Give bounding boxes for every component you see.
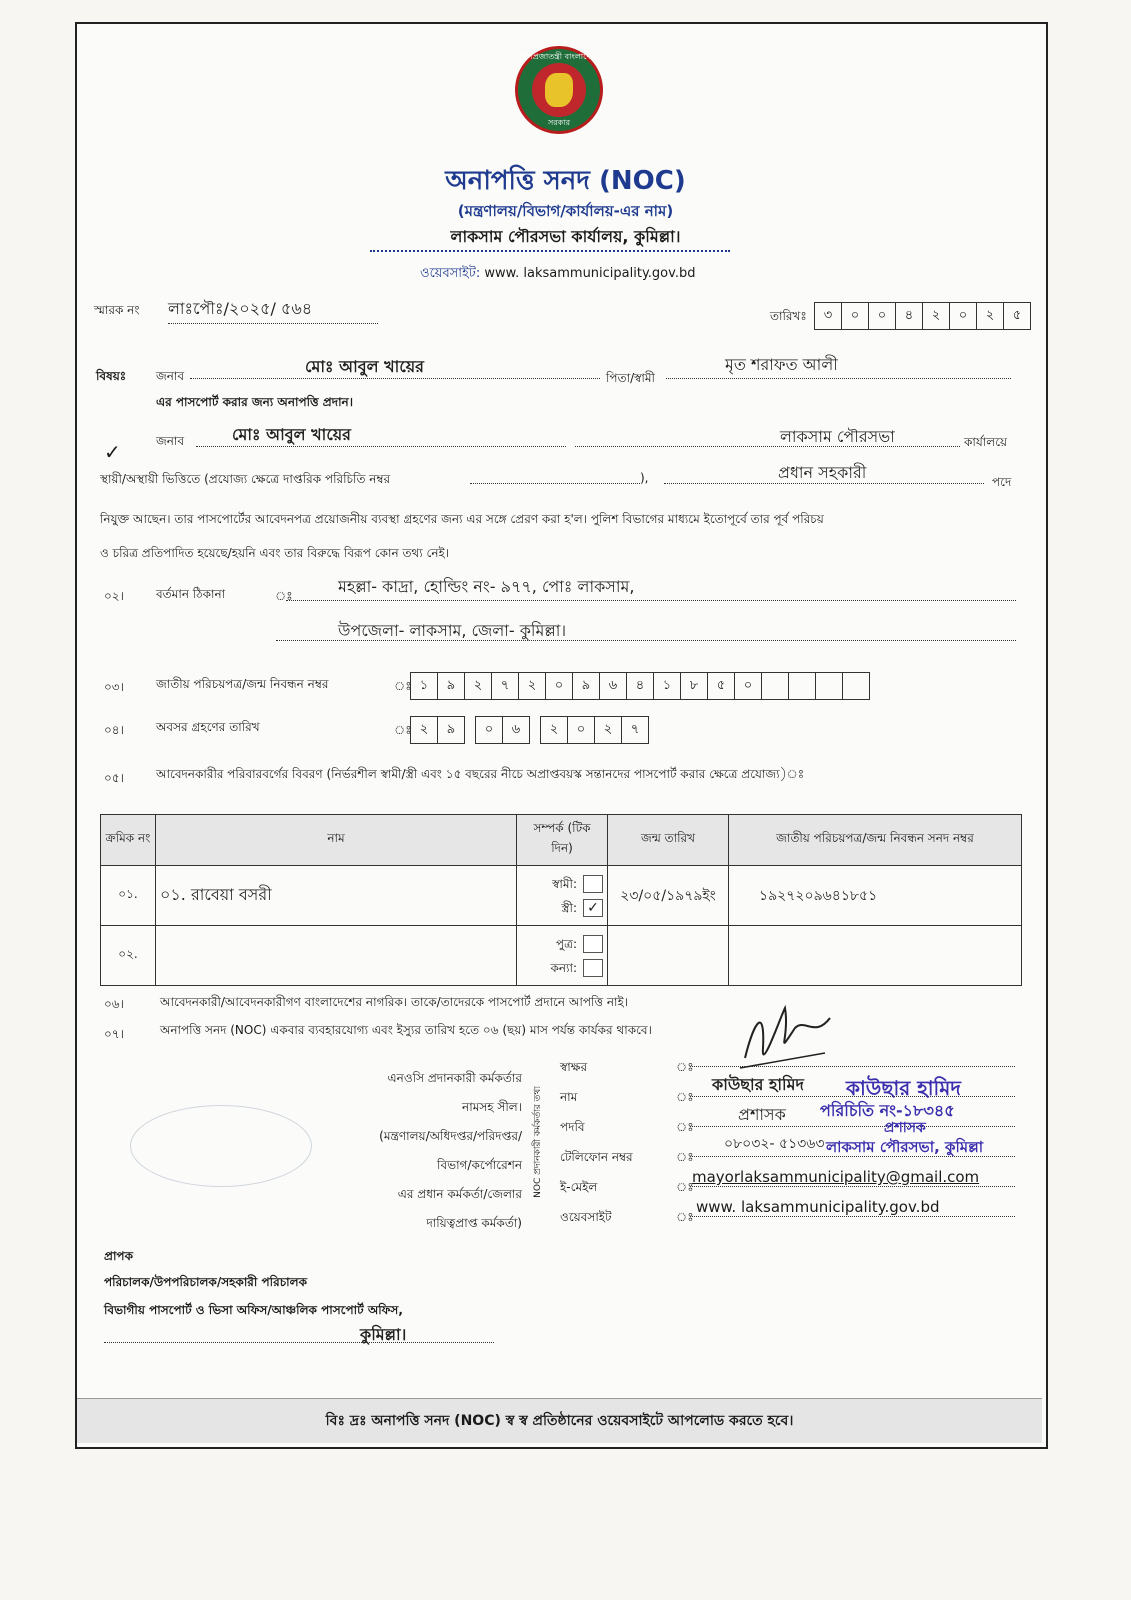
officer-designation: প্রশাসক xyxy=(738,1105,786,1124)
subject-line: এর পাসপোর্ট করার জন্য অনাপত্তি প্রদান। xyxy=(156,395,354,409)
wife-checkbox[interactable]: ✓ xyxy=(583,899,603,917)
body-paragraph-1: নিযুক্ত আছেন। তার পাসপোর্টের আবেদনপত্র প্রয়োজনীয় ব্যবস্থা গ্রহণের জন্য এর সঙ্গে প্রেরণ করা হ'ল। পুলিশ বিভাগের মাধ্যমে ইতোপূর্বে তার পূর্ব পরিচয় xyxy=(100,512,824,526)
retirement-group-1 xyxy=(475,716,530,744)
field-colon: ঃ xyxy=(676,1060,694,1074)
retirement-label: অবসর গ্রহণের তারিখ xyxy=(156,720,260,734)
signature-icon xyxy=(735,998,845,1078)
father-name: মৃত শরাফত আলী xyxy=(725,355,838,374)
ministry-placeholder: (মন্ত্রণালয়/বিভাগ/কার্যালয়-এর নাম) xyxy=(457,202,674,220)
note-07: অনাপত্তি সনদ (NOC) একবার ব্যবহারযোগ্য এবং ইস্যুর তারিখ হতে ০৬ (ছয়) মাস পর্যন্ত কার্যকর থাকবে। xyxy=(160,1023,652,1037)
nid-digit-13 xyxy=(762,673,789,699)
nid-label: জাতীয় পরিচয়পত্র/জন্ম নিবন্ধন নম্বর xyxy=(156,677,329,691)
daughter-checkbox[interactable] xyxy=(583,959,603,977)
retire-digit-0-0: ২ xyxy=(411,717,438,743)
field-colon: ঃ xyxy=(676,1120,694,1134)
date-digit-5: ০ xyxy=(950,303,977,329)
address-line-1: মহল্লা- কাদ্রা, হোল্ডিং নং- ৯৭৭, পোঃ লাকসাম, xyxy=(338,577,635,596)
noc-vertical-label: NOC প্রদানকারী কর্মকর্তার তথ্য xyxy=(533,1086,543,1198)
date-boxes xyxy=(814,302,1031,330)
field-colon: ঃ xyxy=(676,1210,694,1224)
body-paragraph-2: ও চরিত্র প্রতিপাদিত হয়েছে/হয়নি এবং তার বিরুদ্ধে বিরূপ কোন তথ্য নেই। xyxy=(100,546,450,560)
employee-name: মোঃ আবুল খায়ের xyxy=(232,425,351,444)
date-digit-0: ৩ xyxy=(815,303,842,329)
stamp-title: প্রশাসক xyxy=(884,1120,926,1136)
applicant-name: মোঃ আবুল খায়ের xyxy=(305,357,424,376)
officer-description xyxy=(330,1064,522,1238)
officer-email[interactable]: mayorlaksammunicipality@gmail.com xyxy=(692,1168,980,1186)
nid-digit-3: ৭ xyxy=(492,673,519,699)
officer-field-label: ওয়েবসাইট xyxy=(560,1210,612,1224)
nid-digit-15 xyxy=(816,673,843,699)
check-mark-icon: ✓ xyxy=(104,440,121,464)
address-label: বর্তমান ঠিকানা xyxy=(156,587,226,601)
address-line-2: উপজেলা- লাকসাম, জেলা- কুমিল্লা। xyxy=(338,621,567,640)
date-digit-2: ০ xyxy=(869,303,896,329)
date-label: তারিখঃ xyxy=(770,309,807,323)
officer-field-labels xyxy=(560,1052,633,1232)
page-title: অনাপত্তি সনদ (NOC) xyxy=(445,166,686,196)
stamp-name: কাউছার হামিদ xyxy=(846,1076,961,1100)
retire-digit-2-1: ০ xyxy=(568,717,595,743)
officer-field-label: পদবি xyxy=(560,1120,585,1134)
son-checkbox[interactable] xyxy=(583,935,603,953)
stamp-id: পরিচিতি নং-১৮৩৪৫ xyxy=(820,1101,955,1120)
retirement-group-2 xyxy=(540,716,649,744)
nid-digit-1: ৯ xyxy=(438,673,465,699)
field-colon: ঃ xyxy=(676,1150,694,1164)
officer-name: কাউছার হামিদ xyxy=(712,1075,804,1094)
retire-digit-2-3: ৭ xyxy=(630,722,640,737)
employer-office: লাকসাম পৌরসভা xyxy=(780,427,895,446)
nid-digit-7: ৬ xyxy=(600,673,627,699)
retire-digit-1-1: ৬ xyxy=(511,722,521,737)
recipient-city: কুমিল্লা। xyxy=(360,1325,407,1344)
memo-label: স্মারক নং xyxy=(94,303,140,317)
officer-field-label: নাম xyxy=(560,1090,578,1104)
officer-desc-line: (মন্ত্রণালয়/অধিদপ্তর/পরিদপ্তর/ xyxy=(379,1129,522,1143)
retire-digit-0-1: ৯ xyxy=(446,722,456,737)
nid-digit-6: ৯ xyxy=(573,673,600,699)
field-colon: ঃ xyxy=(676,1180,694,1194)
nid-digit-9: ১ xyxy=(654,673,681,699)
footer-note: বিঃ দ্রঃ অনাপত্তি সনদ (NOC) স্ব স্ব প্রতিষ্ঠানের ওয়েবসাইটে আপলোড করতে হবে। xyxy=(77,1398,1042,1443)
date-digit-1: ০ xyxy=(842,303,869,329)
nid-digit-10: ৮ xyxy=(681,673,708,699)
table-row: ০২. পুত্র: কন্যা: xyxy=(101,926,1022,986)
retirement-group-0 xyxy=(410,716,465,744)
nid-digit-4: ২ xyxy=(519,673,546,699)
subject-label: বিষয়ঃ xyxy=(96,369,127,383)
nid-digit-12: ০ xyxy=(735,673,762,699)
family-label: আবেদনকারীর পরিবারবর্গের বিবরণ (নির্ভরশীল স্বামী/স্ত্রী এবং ১৫ বছরের নীচে অপ্রাপ্তবয়স্ক সন্তানদের পাসপোর্ট করার ক্ষেত্রে প্রযোজ্য)ঃ xyxy=(156,767,805,781)
nid-digit-0: ১ xyxy=(411,673,438,699)
officer-phone: ০৮০৩২- ৫১৩৬৩ xyxy=(724,1136,825,1152)
field-colon: ঃ xyxy=(676,1090,694,1104)
family-table: ক্রমিক নং নাম সম্পর্ক (টিক দিন) জন্ম তারিখ জাতীয় পরিচয়পত্র/জন্ম নিবন্ধন সনদ নম্বর ০১. ০১. রাবেয়া বসরী স্বামী: স্ত্রী: ✓ ২৩/০৫/১৯৭৯ইং ১৯২৭২০৯৬৪১৮৫১ ০২. পুত্র: কন্যা: xyxy=(100,814,1022,986)
table-row: ০১. ০১. রাবেয়া বসরী স্বামী: স্ত্রী: ✓ ২৩/০৫/১৯৭৯ইং ১৯২৭২০৯৬৪১৮৫১ xyxy=(101,866,1022,926)
officer-field-label: স্বাক্ষর xyxy=(560,1060,588,1074)
retire-digit-1-0: ০ xyxy=(476,717,503,743)
website-row: ওয়েবসাইট: www. laksammunicipality.gov.bd xyxy=(420,266,696,281)
nid-digit-2: ২ xyxy=(465,673,492,699)
office-name: লাকসাম পৌরসভা কার্যালয়, কুমিল্লা। xyxy=(450,227,681,246)
government-seal-icon: গণপ্রজাতন্ত্রী বাংলাদেশ সরকার xyxy=(515,46,603,134)
member-name: ০১. রাবেয়া বসরী xyxy=(156,866,517,926)
member-dob: ২৩/০৫/১৯৭৯ইং xyxy=(608,866,729,926)
nid-digit-5: ০ xyxy=(546,673,573,699)
date-digit-3: ৪ xyxy=(896,303,923,329)
date-digit-6: ২ xyxy=(977,303,1004,329)
retirement-date-boxes xyxy=(410,716,649,744)
retire-digit-2-0: ২ xyxy=(541,717,568,743)
faded-stamp xyxy=(130,1105,312,1187)
nid-boxes xyxy=(410,672,870,700)
post-name: প্রধান সহকারী xyxy=(778,463,867,482)
website-link[interactable]: www. laksammunicipality.gov.bd xyxy=(484,266,696,281)
husband-checkbox[interactable] xyxy=(583,875,603,893)
officer-desc-line: দায়িত্বপ্রাপ্ত কর্মকর্তা) xyxy=(426,1216,522,1230)
date-digit-7: ৫ xyxy=(1012,308,1022,323)
member-nid: ১৯২৭২০৯৬৪১৮৫১ xyxy=(729,866,1022,926)
officer-desc-line: বিভাগ/কর্পোরেশন xyxy=(437,1158,522,1172)
officer-desc-line: নামসহ সীল। xyxy=(462,1100,522,1114)
officer-desc-line: এনওসি প্রদানকারী কর্মকর্তার xyxy=(387,1071,522,1085)
nid-digit-14 xyxy=(789,673,816,699)
date-digit-4: ২ xyxy=(923,303,950,329)
recipient-label: প্রাপক xyxy=(104,1249,133,1263)
nid-digit-11: ৫ xyxy=(708,673,735,699)
nid-digit-8: ৪ xyxy=(627,673,654,699)
officer-field-label: টেলিফোন নম্বর xyxy=(560,1150,633,1164)
officer-website[interactable]: www. laksammunicipality.gov.bd xyxy=(696,1198,940,1216)
officer-desc-line: এর প্রধান কর্মকর্তা/জেলার xyxy=(397,1187,522,1201)
nid-digit-16 xyxy=(843,673,869,699)
memo-number: লাঃপৌঃ/২০২৫/ ৫৬৪ xyxy=(168,296,378,324)
note-06: আবেদনকারী/আবেদনকারীগণ বাংলাদেশের নাগরিক। তাকে/তাদেরকে পাসপোর্ট প্রদানে আপত্তি নাই। xyxy=(160,995,629,1009)
retire-digit-2-2: ২ xyxy=(595,717,622,743)
stamp-office: লাকসাম পৌরসভা, কুমিল্লা xyxy=(826,1138,984,1156)
officer-field-label: ই-মেইল xyxy=(560,1180,598,1194)
